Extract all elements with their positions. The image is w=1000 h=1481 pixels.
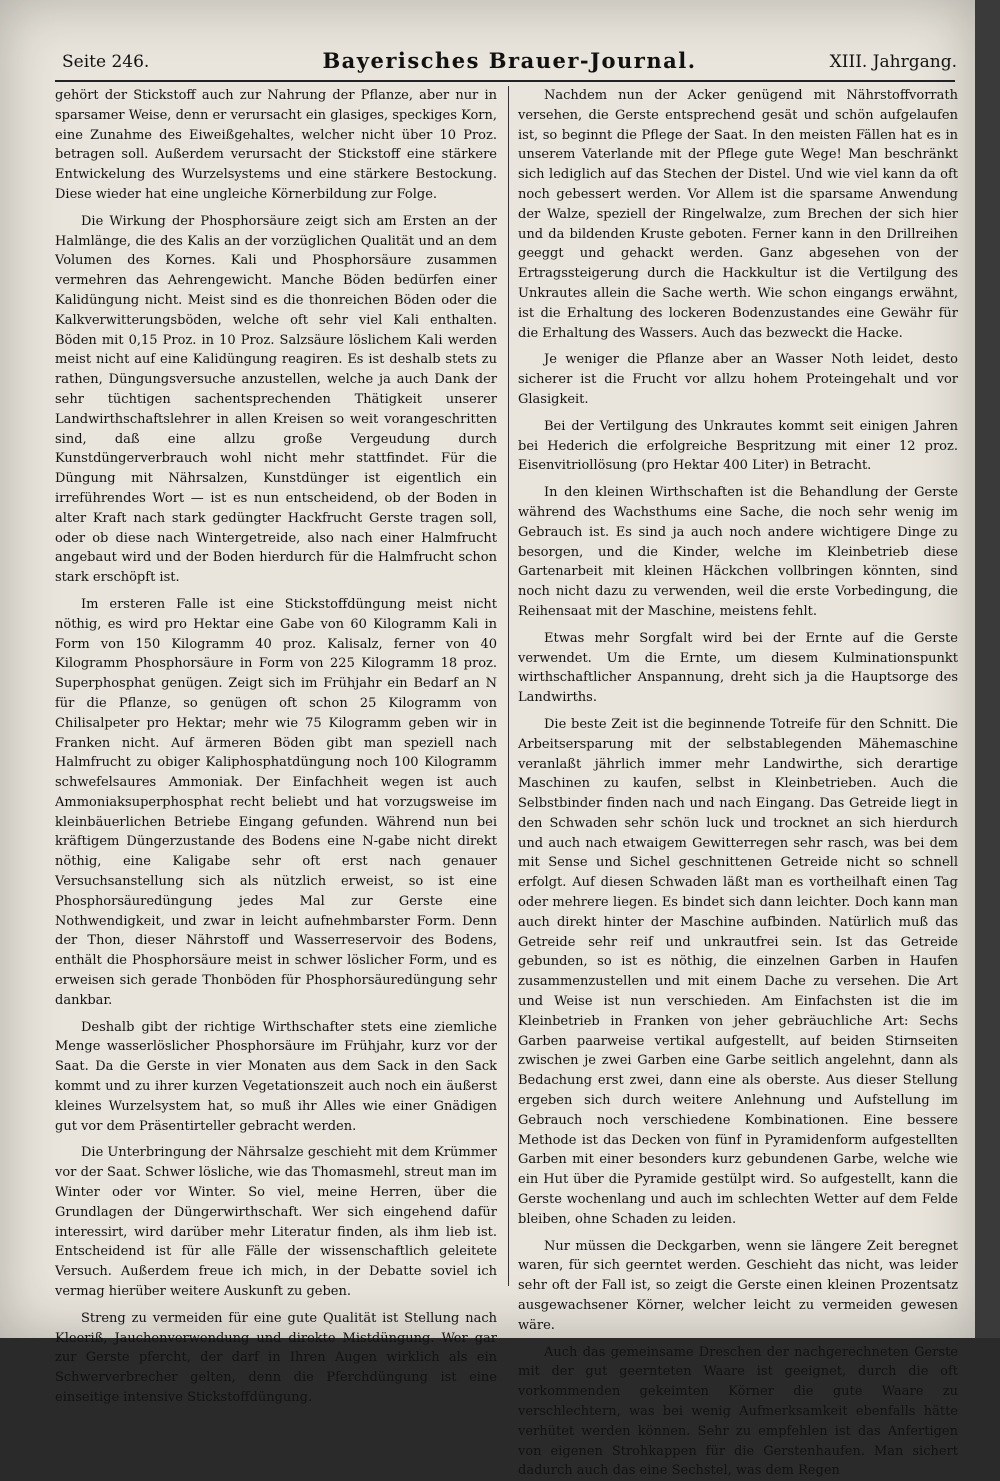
page-number: Seite 246.	[62, 52, 150, 72]
paragraph: Im ersteren Falle ist eine Stickstoffdüngung meist nicht nöthig, es wird pro Hektar eine Gabe von 60 Kilogramm Kali in Form von 150 Kilogramm 40 proz. Kalisalz, ferner von 40 Kilogramm Phosphorsäure in Form von 225 Kilogramm 18 proz. Superphosphat genügen. Zeigt sich im Frühjahr ein Bedarf an N für die Pflanze, so genügen oft schon 25 Kilogramm von Chilisalpeter pro Hektar; mehr wie 75 Kilogramm geben wir in Franken nicht. Auf ärmeren Böden gibt man speziell nach Halmfrucht zu obiger Kaliphosphatdüngung noch 100 Kilogramm schwefelsaures Ammoniak. Der Einfachheit wegen ist auch Ammoniaksuperphosphat recht beliebt und hat vorzugsweise im kleinbäuerlichen Betriebe Eingang gefunden. Während nun bei kräftigem Düngerzustande des Bodens eine N-gabe nicht direkt nöthig, eine Kaligabe sehr oft erst nach genauer Versuchsanstellung sich als nützlich erweist, so ist eine Phosphorsäuredüngung jedes Mal zur Gerste eine Nothwendigkeit, und zwar in leicht aufnehmbarster Form. Denn der Thon, dieser Nährstoff und Wasserreservoir des Bodens, enthält die Phosphorsäure meist in schwer löslicher Form, und es erweisen sich gerade Thonböden für Phosphorsäuredüngung sehr dankbar.	[55, 596, 497, 1008]
page-header	[62, 48, 957, 78]
volume-label: XIII. Jahrgang.	[829, 52, 957, 72]
paragraph: Streng zu vermeiden für eine gute Qualität ist Stellung nach Kleeriß, Jauchenverwendung und direkte Mistdüngung. Wer gar zur Gerste pfercht, der darf in Ihren Augen wirklich als ein Schwerverbrecher gelten, denn die Pferchdüngung ist eine einseitige intensive Stickstoffdüngung.	[55, 1310, 497, 1405]
paragraph: Die Wirkung der Phosphorsäure zeigt sich am Ersten an der Halmlänge, die des Kalis an der vorzüglichen Qualität und an dem Volumen des Kornes. Kali und Phosphorsäure zusammen vermehren das Aehrengewicht. Manche Böden bedürfen einer Kalidüngung nicht. Meist sind es die thonreichen Böden oder die Kalkverwitterungsböden, welche oft sehr viel Kali enthalten. Böden mit 0,15 Proz. in 10 Proz. Salzsäure löslichem Kali werden meist nicht auf eine Kalidüngung reagiren. Es ist deshalb stets zu rathen, Düngungsversuche anzustellen, welche ja auch Dank der sehr tüchtigen sachentsprechenden Thätigkeit unserer Landwirthschaftslehrer in allen Kreisen so weit vorangeschritten sind, daß eine allzu große Vergeudung durch Kunstdüngerverbrauch wohl nicht mehr stattfindet. Für die Düngung mit Nährsalzen, Kunstdünger ist eigentlich ein irreführendes Wort — ist es nun entscheidend, ob der Boden in alter Kraft nach stark gedüngter Hackfrucht Gerste tragen soll, oder ob diese nach Wintergetreide, also nach einer Halmfrucht angebaut wird und der Boden hierdurch für die Halmfrucht schon stark erschöpft ist.	[55, 213, 497, 586]
paragraph: Deshalb gibt der richtige Wirthschafter stets eine ziemliche Menge wasserlöslicher Phosphorsäure im Frühjahr, kurz vor der Saat. Da die Gerste in vier Monaten aus dem Sack in den Sack kommt und zu ihrer kurzen Vegetationszeit auch noch ein äußerst kleines Wurzelsystem hat, so muß ihr Alles wie einer Gnädigen gut vor dem Präsentirteller gebracht werden.	[55, 1019, 497, 1134]
paragraph: In den kleinen Wirthschaften ist die Behandlung der Gerste während des Wachsthums eine Sache, die noch sehr wenig im Gebrauch ist. Es sind ja auch noch andere wichtigere Dinge zu besorgen, und die Kinder, welche im Kleinbetrieb diese Gartenarbeit mit kleinen Häckchen vollbringen könnten, sind noch nicht dazu zu verwenden, weil die erste Vorbedingung, die Reihensaat mit der Maschine, meistens fehlt.	[518, 485, 958, 619]
paragraph: Die beste Zeit ist die beginnende Totreife für den Schnitt. Die Arbeitsersparung mit der selbstablegenden Mähemaschine veranlaßt jährlich immer mehr Landwirthe, sich derartige Maschinen zu kaufen, selbst in Kleinbetrieben. Auch die Selbstbinder finden nach und nach Eingang. Das Getreide liegt in den Schwaden sehr schön luck und trocknet an sich hierdurch und auch nach etwaigem Gewitterregen sehr rasch, was bei dem mit Sense und Sichel geschnittenen Getreide nicht so schnell erfolgt. Auf diesen Schwaden läßt man es vortheilhaft einen Tag oder mehrere liegen. Es bindet sich dann leichter. Doch kann man auch direkt hinter der Maschine aufbinden. Natürlich muß das Getreide sehr reif und unkrautfrei sein. Ist das Getreide gebunden, so ist es nöthig, die einzelnen Garben in Haufen zusammenzustellen und mit einem Dache zu versehen. Die Art und Weise ist nun verschieden. Am Einfachsten ist die im Kleinbetrieb in Franken von jeher gebräuchliche Art: Sechs Garben paarweise vertikal aufgestellt, auf beiden Stirnseiten zwischen je zwei Garben eine Garbe seitlich angelehnt, dann als Bedachung erst zwei, dann eine als oberste. Aus dieser Stellung ergeben sich durch weitere Anlehnung und Aufstellung im Gebrauch noch verschiedene Kombinationen. Eine bessere Methode ist das Decken von fünf in Pyramidenform aufgestellten Garben mit einer besonders kurz gebundenen Garbe, welche wie ein Hut über die Pyramide gestülpt wird. So aufgestellt, kann die Gerste wochenlang und auch im schlechten Wetter auf dem Felde bleiben, ohne Schaden zu leiden.	[518, 716, 958, 1227]
paragraph: Die Unterbringung der Nährsalze geschieht mit dem Krümmer vor der Saat. Schwer lösliche, wie das Thomasmehl, streut man im Winter oder vor Winter. So viel, meine Herren, über die Grundlagen der Düngerwirthschaft. Wer sich eingehend dafür interessirt, wird darüber mehr Literatur finden, als ihm lieb ist. Entscheidend ist für alle Fälle der wissenschaftlich geleitete Versuch. Außerdem freue ich mich, in der Debatte soviel ich vermag hierüber weitere Auskunft zu geben.	[55, 1145, 497, 1300]
paragraph: Auch das gemeinsame Dreschen der nachgerechneten Gerste mit der gut geernteten Waare ist geeignet, durch die oft vorkommenden gekeimten Körner die gute Waare zu verschlechtern, was bei wenig Aufmerksamkeit ebenfalls hätte verhütet werden können. Sehr zu empfehlen ist das Anfertigen von eigenen Strohkappen für die Gerstenhaufen. Man sichert dadurch auch das eine Sechstel, was dem Regen	[518, 1344, 958, 1479]
left-column	[55, 86, 497, 1405]
header-rule	[55, 80, 955, 82]
paragraph: Je weniger die Pflanze aber an Wasser Noth leidet, desto sicherer ist die Frucht vor allzu hohem Proteingehalt und vor Glasigkeit.	[518, 352, 958, 407]
paragraph: Nachdem nun der Acker genügend mit Nährstoffvorrath versehen, die Gerste entsprechend gesät und schön aufgelaufen ist, so beginnt die Pflege der Saat. In den meisten Fällen hat es in unserem Vaterlande mit der Pflege gute Wege! Man beschränkt sich lediglich auf das Stechen der Distel. Und wie viel kann da oft noch gebessert werden. Vor Allem ist die sparsame Anwendung der Walze, speziell der Ringelwalze, zum Brechen der sich hier und da bildenden Kruste geboten. Ferner kann in den Drillreihen geeggt und gehackt werden. Ganz abgesehen von der Ertragssteigerung durch die Hackkultur ist die Vertilgung des Unkrautes allein die Sache werth. Wie schon eingangs erwähnt, ist die Erhaltung des lockeren Bodenzustandes eine Gewähr für die Erhaltung des Wassers. Auch das bezweckt die Hacke.	[518, 88, 958, 341]
paragraph: Nur müssen die Deckgarben, wenn sie längere Zeit beregnet waren, für sich geerntet werden. Geschieht das nicht, was leider sehr oft der Fall ist, so zeigt die Gerste einen kleinen Prozentsatz ausgewachsener Körner, welcher leicht zu vermeiden gewesen wäre.	[518, 1238, 958, 1333]
scan-edge	[975, 0, 1000, 1338]
journal-title: Bayerisches Brauer-Journal.	[322, 48, 697, 73]
paragraph: gehört der Stickstoff auch zur Nahrung der Pflanze, aber nur in sparsamer Weise, denn er verursacht ein glasiges, speckiges Korn, eine Zunahme des Eiweißgehaltes, welcher nicht über 10 Proz. betragen soll. Außerdem verursacht der Stickstoff eine stärkere Entwickelung des Wurzelsystems und eine stärkere Bestockung. Diese wieder hat eine ungleiche Körnerbildung zur Folge.	[55, 88, 497, 202]
right-column	[518, 86, 958, 1479]
paragraph: Bei der Vertilgung des Unkrautes kommt seit einigen Jahren bei Hederich die erfolgreiche Bespritzung mit einer 12 proz. Eisenvitriollösung (pro Hektar 400 Liter) in Betracht.	[518, 418, 958, 474]
column-divider	[508, 86, 509, 1286]
paragraph: Etwas mehr Sorgfalt wird bei der Ernte auf die Gerste verwendet. Um die Ernte, um diesem Kulminationspunkt wirthschaftlicher Anspannung, dreht sich ja die Hauptsorge des Landwirths.	[518, 630, 958, 706]
